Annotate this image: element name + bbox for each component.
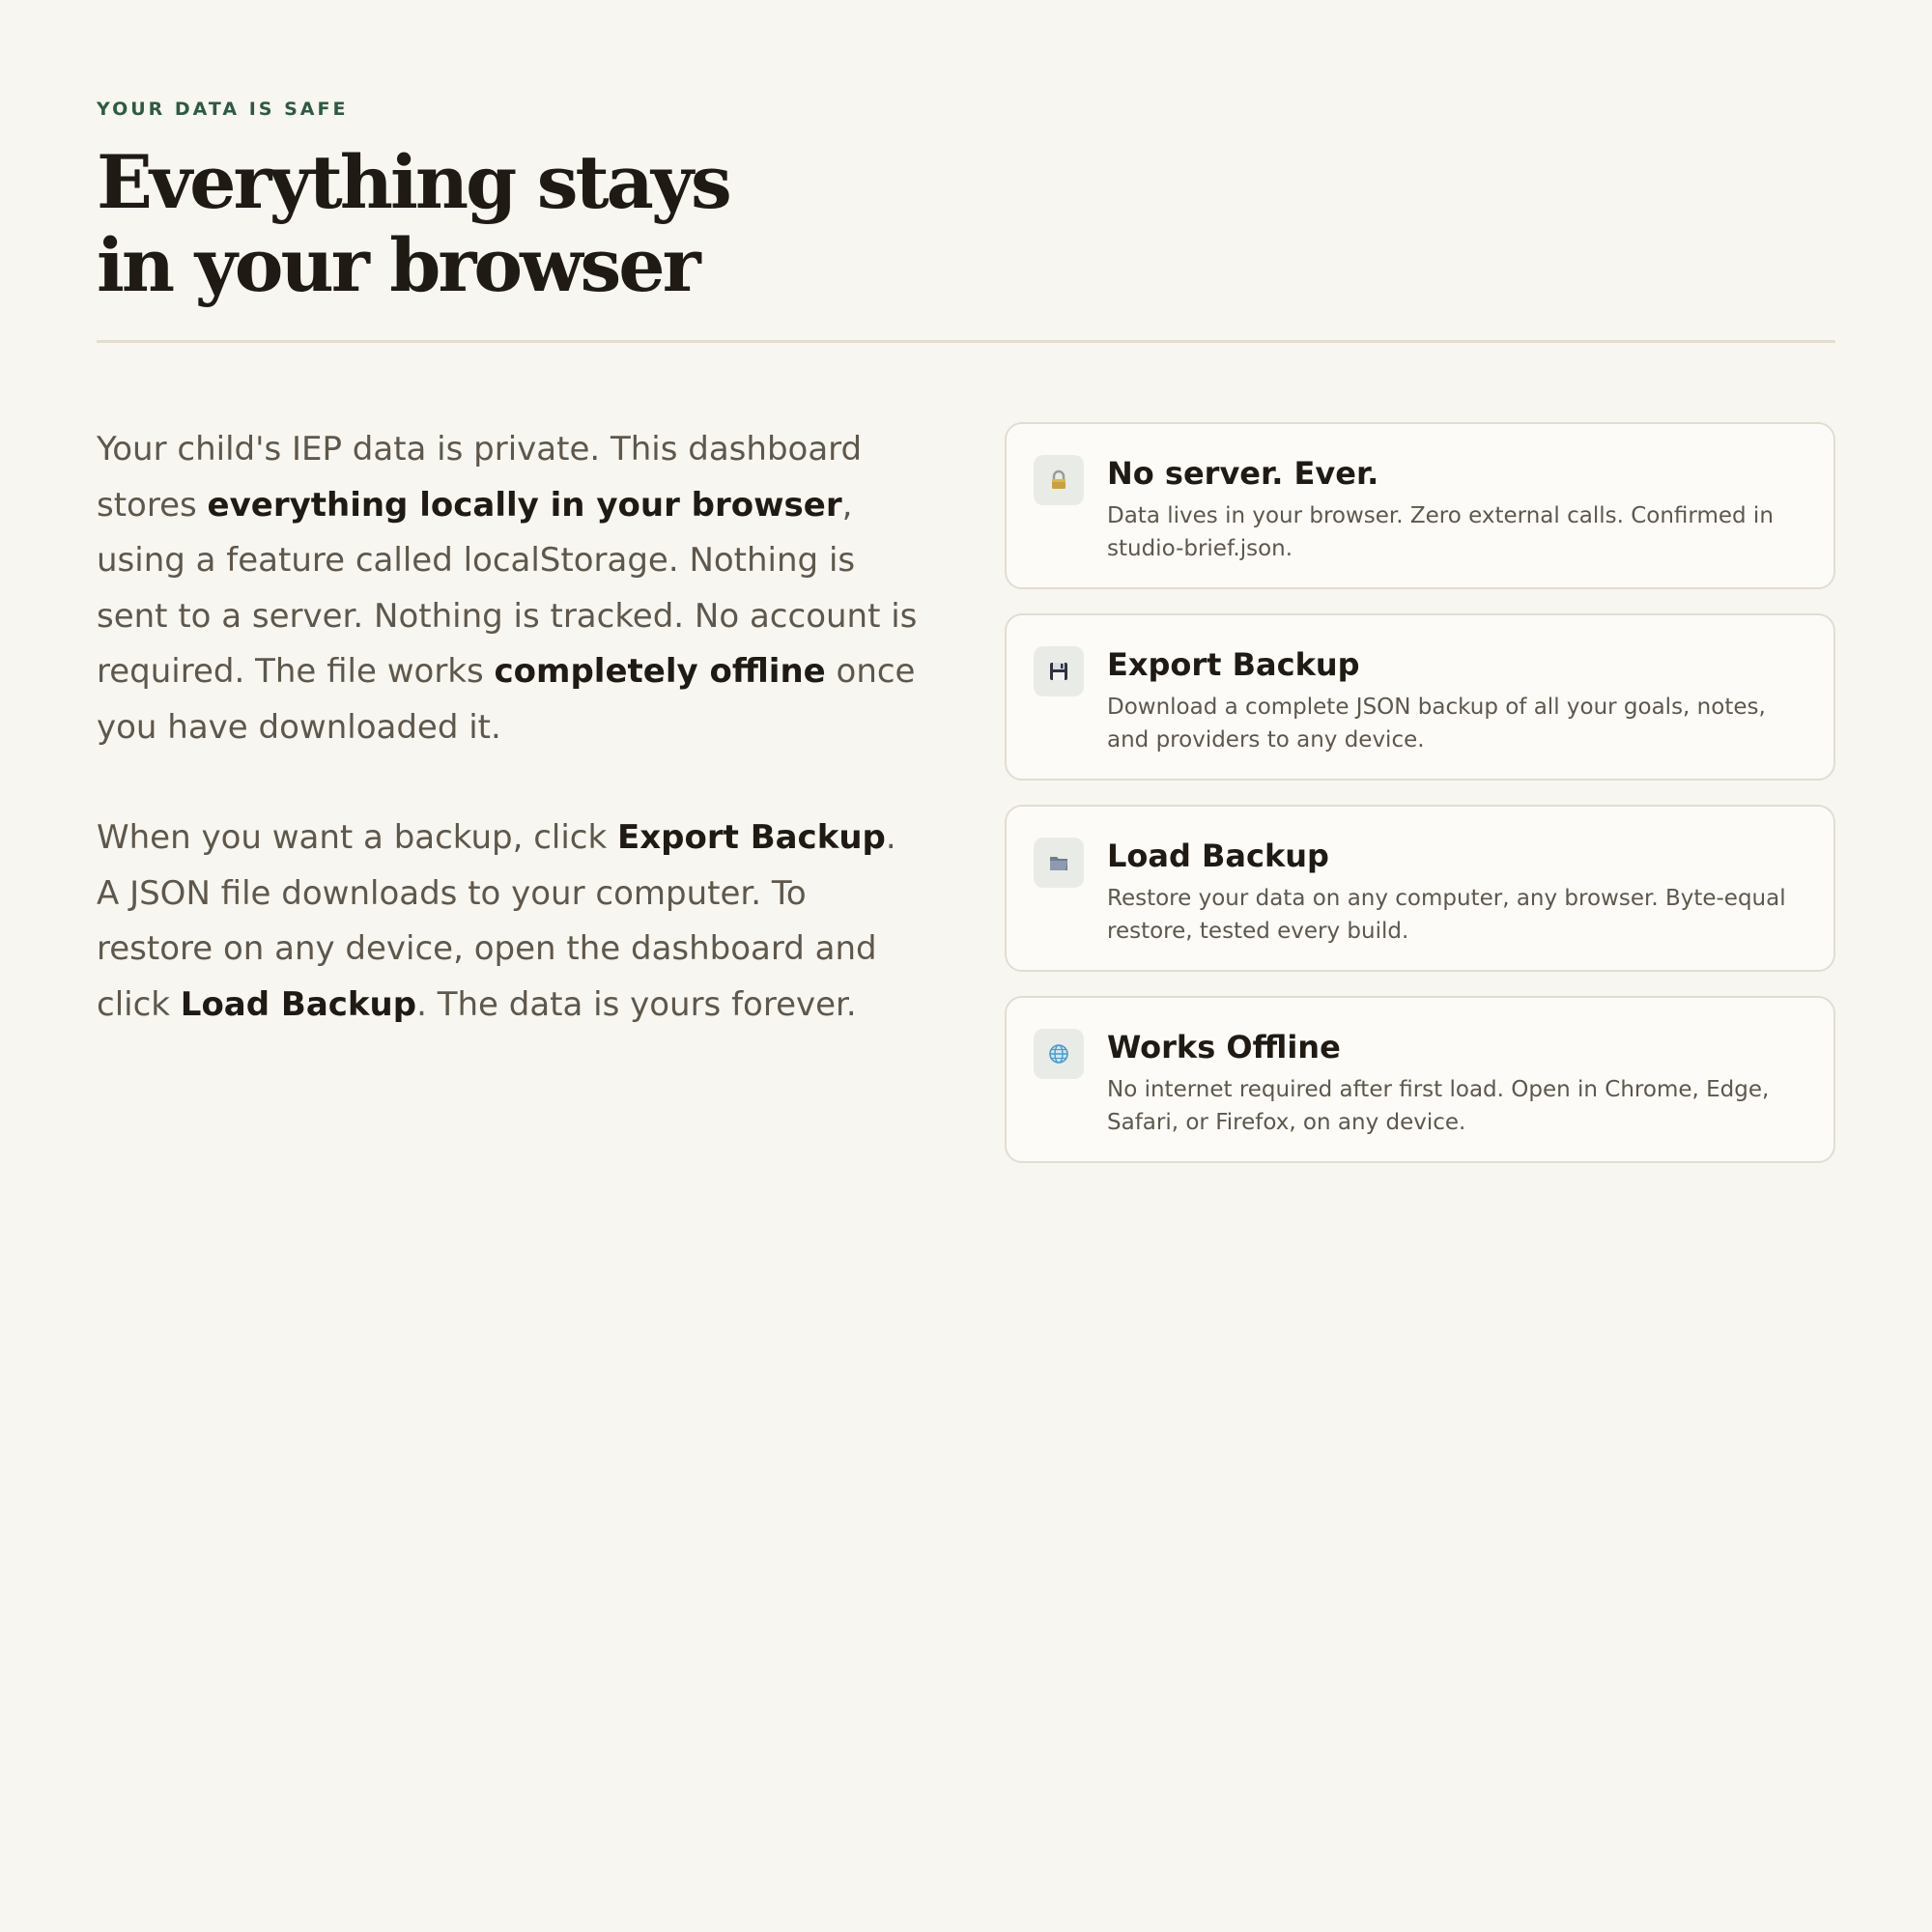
feature-card-load-backup (1005, 805, 1835, 972)
section-title-line-1: Everything stays (97, 139, 729, 225)
feature-card-export-backup (1005, 613, 1835, 781)
globe-icon (1034, 1029, 1084, 1079)
feature-card-works-offline (1005, 996, 1835, 1163)
explanation-text (97, 422, 927, 1163)
backup-text-1: When you want a backup, click (97, 818, 617, 857)
privacy-emphasis-local: everything locally in your browser (207, 485, 842, 525)
content-columns (97, 422, 1835, 1163)
privacy-emphasis-offline: completely offline (494, 652, 826, 691)
section-title (97, 141, 831, 307)
card-title: Works Offline (1107, 1029, 1341, 1065)
section-eyebrow: YOUR DATA IS SAFE (97, 99, 349, 120)
card-description: No internet required after first load. Open in Chrome, Edge, Safari, or Firefox, on any device. (1107, 1077, 1770, 1135)
card-description: Restore your data on any computer, any browser. Byte-equal restore, tested every build. (1107, 886, 1786, 944)
card-title: Load Backup (1107, 838, 1329, 874)
privacy-text-3: once you have downloaded it. (97, 652, 916, 747)
section-title-line-2: in your browser (97, 222, 698, 308)
backup-text-2: . A JSON file downloads to your computer. To restore on any device, open the dashboard and click (97, 818, 896, 1024)
backup-paragraph (97, 810, 927, 1033)
floppy-disk-icon (1034, 646, 1084, 696)
folder-icon (1034, 838, 1084, 888)
card-title: Export Backup (1107, 646, 1360, 683)
backup-emphasis-load: Load Backup (180, 984, 417, 1024)
lock-icon (1034, 455, 1084, 505)
privacy-paragraph (97, 422, 927, 755)
card-description: Data lives in your browser. Zero external calls. Confirmed in studio-brief.json. (1107, 503, 1774, 561)
section-divider (97, 340, 1835, 343)
backup-text-3: . The data is yours forever. (416, 984, 857, 1024)
feature-card-no-server (1005, 422, 1835, 589)
feature-cards (1005, 422, 1835, 1163)
card-title: No server. Ever. (1107, 455, 1379, 492)
privacy-text-1: Your child's IEP data is private. This dashboard stores (97, 430, 863, 525)
privacy-text-2: , using a feature called localStorage. Nothing is sent to a server. Nothing is tracked. No account is required. The file works (97, 485, 918, 691)
backup-emphasis-export: Export Backup (616, 818, 886, 857)
card-description: Download a complete JSON backup of all your goals, notes, and providers to any device. (1107, 695, 1766, 753)
